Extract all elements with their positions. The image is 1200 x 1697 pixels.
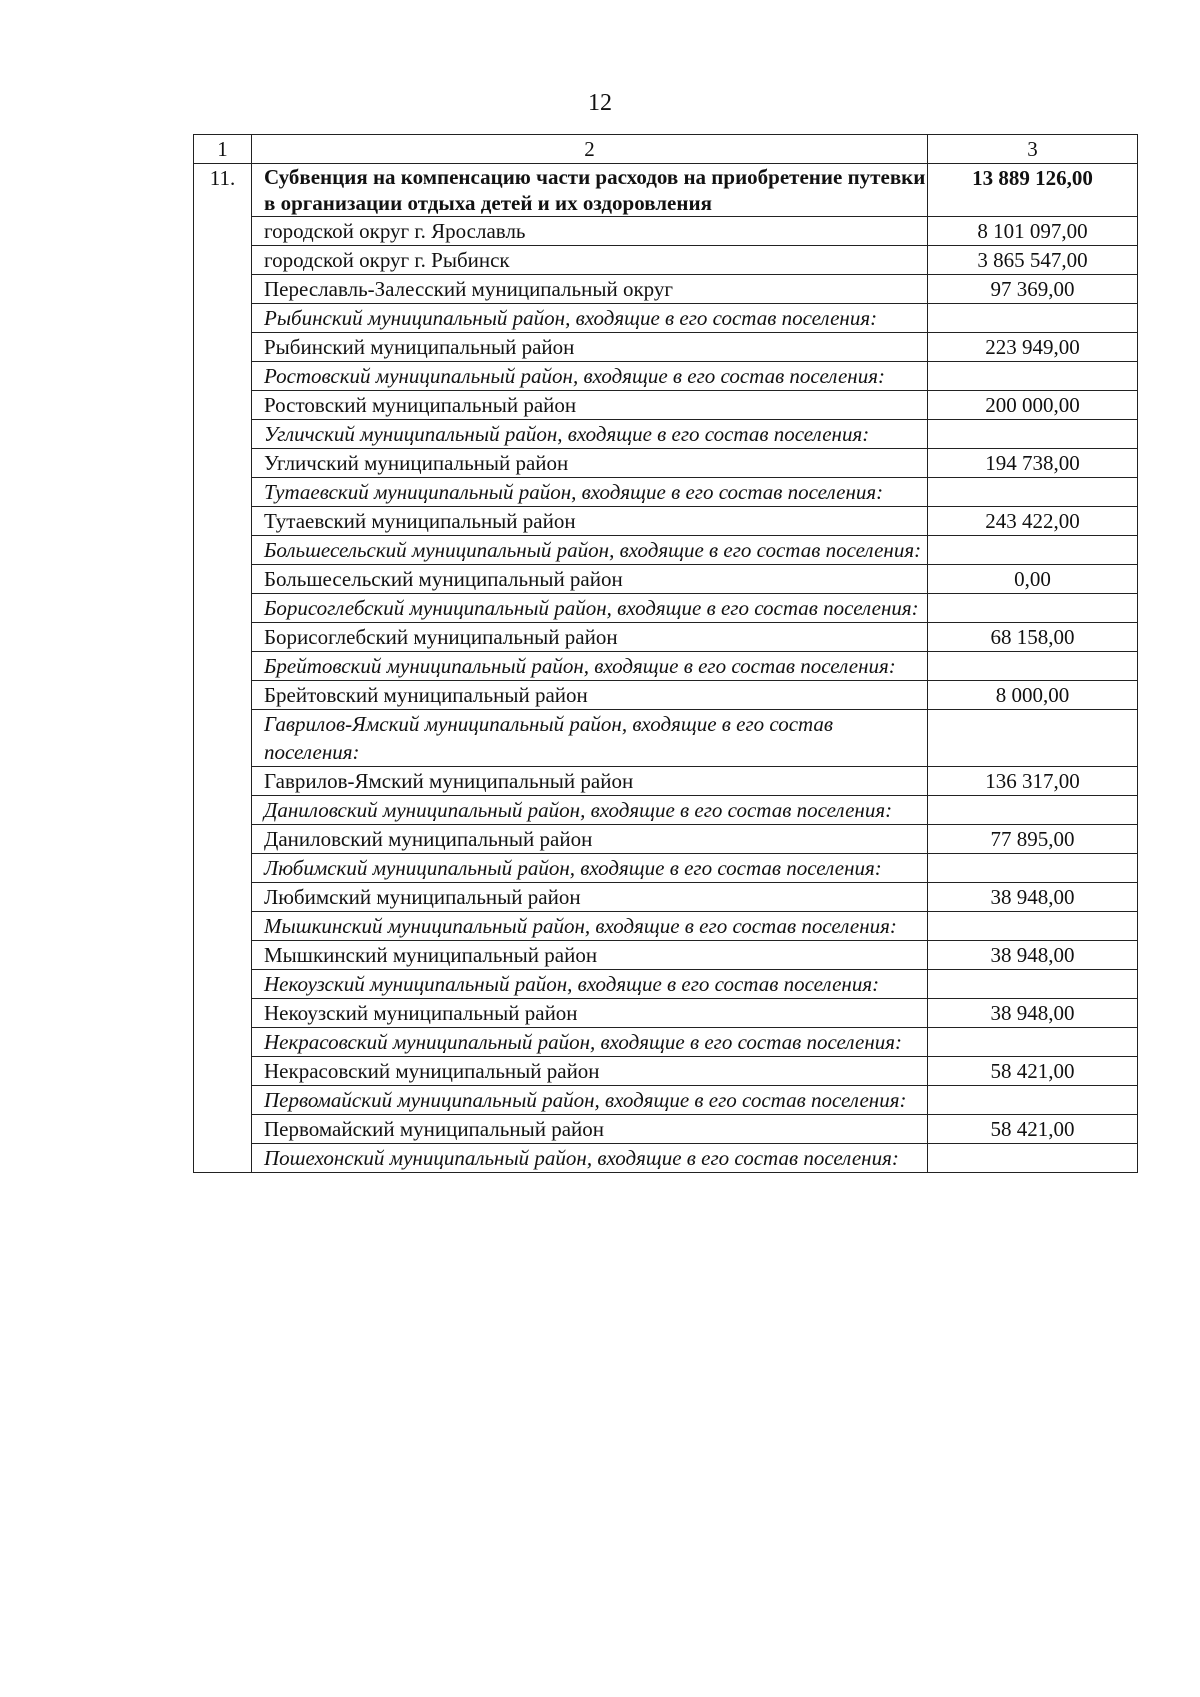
row-value [928, 536, 1138, 565]
main-item-row [194, 164, 1138, 217]
group-heading-row [194, 1144, 1138, 1173]
row-label: Даниловский муниципальный район [252, 825, 928, 854]
group-heading-text: Первомайский муниципальный район, входящие в его состав поселения: [252, 1086, 928, 1115]
group-heading-text: Большесельский муниципальный район, входящие в его состав поселения: [252, 536, 928, 565]
main-item-number: 11. [194, 164, 252, 1173]
row-value [928, 362, 1138, 391]
table-row [194, 1115, 1138, 1144]
table-header-row [194, 135, 1138, 164]
row-value: 8 000,00 [928, 681, 1138, 710]
page-number: 12 [588, 90, 612, 116]
row-label: Некрасовский муниципальный район [252, 1057, 928, 1086]
header-col-3: 3 [928, 135, 1138, 164]
group-heading-text: Тутаевский муниципальный район, входящие в его состав поселения: [252, 478, 928, 507]
table-row [194, 507, 1138, 536]
main-item-title: Субвенция на компенсацию части расходов на приобретение путевки в организации отдыха детей и их оздоровления [252, 164, 928, 217]
row-value: 223 949,00 [928, 333, 1138, 362]
row-value [928, 796, 1138, 825]
row-value [928, 854, 1138, 883]
group-heading-row [194, 1028, 1138, 1057]
group-heading-row [194, 478, 1138, 507]
row-value: 77 895,00 [928, 825, 1138, 854]
group-heading-text: Брейтовский муниципальный район, входящие в его состав поселения: [252, 652, 928, 681]
group-heading-text: Борисоглебский муниципальный район, входящие в его состав поселения: [252, 594, 928, 623]
row-value: 68 158,00 [928, 623, 1138, 652]
row-value [928, 1144, 1138, 1173]
row-value [928, 970, 1138, 999]
group-heading-row [194, 420, 1138, 449]
group-heading-text: Некрасовский муниципальный район, входящие в его состав поселения: [252, 1028, 928, 1057]
main-item-total: 13 889 126,00 [928, 164, 1138, 217]
row-value: 243 422,00 [928, 507, 1138, 536]
table-row [194, 1057, 1138, 1086]
row-label: Мышкинский муниципальный район [252, 941, 928, 970]
row-value [928, 652, 1138, 681]
row-value [928, 1028, 1138, 1057]
table-row [194, 681, 1138, 710]
group-heading-text: Некоузский муниципальный район, входящие в его состав поселения: [252, 970, 928, 999]
row-label: Любимский муниципальный район [252, 883, 928, 912]
row-value [928, 594, 1138, 623]
group-heading-row [194, 362, 1138, 391]
table-row [194, 767, 1138, 796]
table-row [194, 246, 1138, 275]
group-heading-text: Мышкинский муниципальный район, входящие в его состав поселения: [252, 912, 928, 941]
group-heading-text: Пошехонский муниципальный район, входящие в его состав поселения: [252, 1144, 928, 1173]
row-value: 0,00 [928, 565, 1138, 594]
table-row [194, 449, 1138, 478]
group-heading-row [194, 970, 1138, 999]
group-heading-row [194, 536, 1138, 565]
table-row [194, 333, 1138, 362]
row-label: Некоузский муниципальный район [252, 999, 928, 1028]
header-col-2: 2 [252, 135, 928, 164]
row-value: 38 948,00 [928, 999, 1138, 1028]
group-heading-row [194, 1086, 1138, 1115]
group-heading-row [194, 912, 1138, 941]
row-value: 58 421,00 [928, 1115, 1138, 1144]
row-value: 136 317,00 [928, 767, 1138, 796]
row-label: Большесельский муниципальный район [252, 565, 928, 594]
row-label: Тутаевский муниципальный район [252, 507, 928, 536]
row-label: Борисоглебский муниципальный район [252, 623, 928, 652]
group-heading-text: Даниловский муниципальный район, входящие в его состав поселения: [252, 796, 928, 825]
row-label: Переславль-Залесский муниципальный округ [252, 275, 928, 304]
row-label: Ростовский муниципальный район [252, 391, 928, 420]
row-value: 200 000,00 [928, 391, 1138, 420]
group-heading-text: Ростовский муниципальный район, входящие в его состав поселения: [252, 362, 928, 391]
group-heading-row [194, 594, 1138, 623]
group-heading-row [194, 710, 1138, 767]
row-value: 8 101 097,00 [928, 217, 1138, 246]
group-heading-row [194, 304, 1138, 333]
table-row [194, 999, 1138, 1028]
table-row [194, 883, 1138, 912]
table-row [194, 941, 1138, 970]
group-heading-text: Любимский муниципальный район, входящие в его состав поселения: [252, 854, 928, 883]
row-value: 3 865 547,00 [928, 246, 1138, 275]
table-row [194, 565, 1138, 594]
row-value [928, 912, 1138, 941]
row-value: 194 738,00 [928, 449, 1138, 478]
table-row [194, 275, 1138, 304]
row-label: городской округ г. Рыбинск [252, 246, 928, 275]
group-heading-text: Гаврилов-Ямский муниципальный район, входящие в его состав поселения: [252, 710, 928, 767]
row-value: 38 948,00 [928, 883, 1138, 912]
row-value [928, 710, 1138, 767]
row-value: 58 421,00 [928, 1057, 1138, 1086]
group-heading-row [194, 796, 1138, 825]
row-label: Брейтовский муниципальный район [252, 681, 928, 710]
row-label: городской округ г. Ярославль [252, 217, 928, 246]
group-heading-text: Рыбинский муниципальный район, входящие в его состав поселения: [252, 304, 928, 333]
table-row [194, 217, 1138, 246]
group-heading-row [194, 854, 1138, 883]
row-value: 97 369,00 [928, 275, 1138, 304]
row-value: 38 948,00 [928, 941, 1138, 970]
row-label: Первомайский муниципальный район [252, 1115, 928, 1144]
table-row [194, 391, 1138, 420]
row-value [928, 304, 1138, 333]
subvention-table [193, 134, 1138, 1173]
row-value [928, 478, 1138, 507]
group-heading-text: Угличский муниципальный район, входящие в его состав поселения: [252, 420, 928, 449]
table-row [194, 623, 1138, 652]
row-value [928, 420, 1138, 449]
table-row [194, 825, 1138, 854]
row-label: Рыбинский муниципальный район [252, 333, 928, 362]
group-heading-row [194, 652, 1138, 681]
row-value [928, 1086, 1138, 1115]
row-label: Гаврилов-Ямский муниципальный район [252, 767, 928, 796]
row-label: Угличский муниципальный район [252, 449, 928, 478]
header-col-1: 1 [194, 135, 252, 164]
